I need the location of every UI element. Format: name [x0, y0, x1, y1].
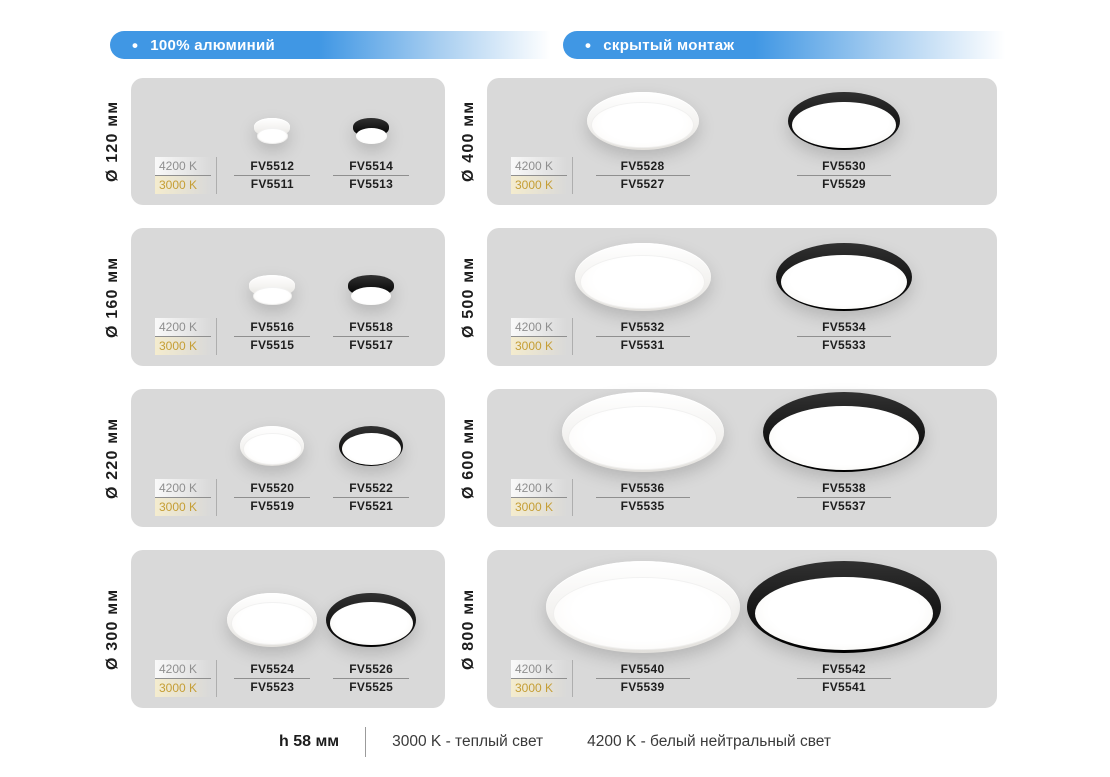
- code-3000: FV5515: [250, 338, 295, 352]
- diameter-label: Ø 600 мм: [460, 417, 477, 499]
- code-4200: FV5536: [620, 481, 665, 495]
- code-4200: FV5532: [620, 320, 665, 334]
- lamp-black-image: [348, 275, 394, 305]
- product-black: [763, 392, 925, 515]
- diameter-label: Ø 500 мм: [460, 256, 477, 338]
- product-codes: [596, 661, 690, 696]
- code-4200: FV5542: [822, 662, 866, 676]
- product-codes: [797, 319, 891, 354]
- lamp-diffuser: [253, 287, 293, 305]
- product-codes: [797, 158, 891, 193]
- banner-label: 100% алюминий: [150, 36, 276, 54]
- footer-divider: [365, 727, 366, 757]
- product-codes: [333, 661, 409, 696]
- temp-3000-label: 3000 K: [155, 497, 211, 516]
- product-codes: [333, 158, 409, 193]
- product-codes: [333, 480, 409, 515]
- color-temp-legend: [511, 157, 573, 194]
- code-3000: FV5513: [349, 177, 394, 191]
- card-panel: [131, 78, 445, 205]
- diameter-label: Ø 300 мм: [104, 588, 121, 670]
- card-panel: [131, 228, 445, 366]
- temp-3000-label: 3000 K: [155, 678, 211, 697]
- product-codes: [596, 480, 690, 515]
- product-black: [747, 561, 941, 696]
- lamp-diffuser: [769, 406, 918, 470]
- temp-3000-label: 3000 K: [155, 336, 211, 355]
- temp-3000-label: 3000 K: [511, 336, 567, 355]
- lamp-diffuser: [568, 406, 717, 470]
- code-3000: FV5525: [349, 680, 394, 694]
- code-3000: FV5529: [822, 177, 866, 191]
- code-3000: FV5521: [349, 499, 394, 513]
- product-card-300mm: [95, 550, 445, 708]
- code-4200: FV5528: [620, 159, 665, 173]
- lamp-diffuser: [580, 255, 705, 309]
- product-codes: [596, 158, 690, 193]
- code-4200: FV5530: [822, 159, 866, 173]
- code-4200: FV5520: [250, 481, 295, 495]
- diameter-label: Ø 120 мм: [104, 100, 121, 183]
- lamp-diffuser: [342, 433, 401, 465]
- footer: [0, 727, 1110, 757]
- card-panel: [487, 550, 997, 708]
- color-temp-legend: [155, 660, 217, 697]
- product-codes: [234, 158, 310, 193]
- code-3000: FV5511: [250, 177, 294, 191]
- code-3000: FV5527: [620, 177, 665, 191]
- lamp-white-image: [562, 392, 724, 472]
- code-4200: FV5518: [349, 320, 394, 334]
- temp-4200-label: 4200 K: [155, 479, 211, 497]
- feature-banner-aluminium: [110, 31, 564, 59]
- product-codes: [333, 319, 409, 354]
- lamp-white-image: [254, 118, 290, 144]
- lamp-black-image: [339, 426, 403, 466]
- lamp-diffuser: [351, 287, 391, 305]
- product-codes: [234, 319, 310, 354]
- product-white: [575, 243, 711, 354]
- temp-3000-label: 3000 K: [511, 678, 567, 697]
- lamp-diffuser: [257, 128, 288, 144]
- temp-4200-label: 4200 K: [511, 660, 567, 678]
- diameter-label: Ø 800 мм: [460, 588, 477, 670]
- card-panel: [487, 78, 997, 205]
- temp-4200-label: 4200 K: [155, 660, 211, 678]
- product-white: [562, 392, 724, 515]
- diameter-label: Ø 220 мм: [104, 417, 121, 499]
- lamp-black-image: [763, 392, 925, 472]
- color-temp-legend: [511, 318, 573, 355]
- temp-3000-label: 3000 K: [511, 175, 567, 194]
- product-card-500mm: [451, 228, 997, 366]
- product-card-400mm: [451, 78, 997, 205]
- code-3000: FV5533: [822, 338, 866, 352]
- code-4200: FV5538: [822, 481, 866, 495]
- lamp-white-image: [546, 561, 740, 653]
- temp-4200-label: 4200 K: [511, 479, 567, 497]
- code-3000: FV5519: [250, 499, 295, 513]
- bullet-icon: •: [132, 35, 139, 55]
- lamp-black-image: [776, 243, 912, 311]
- product-card-160mm: [95, 228, 445, 366]
- legend-4200: 4200 K - белый нейтральный свет: [587, 733, 831, 750]
- product-codes: [797, 661, 891, 696]
- product-black: [776, 243, 912, 354]
- temp-4200-label: 4200 K: [155, 157, 211, 175]
- color-temp-legend: [155, 318, 217, 355]
- lamp-diffuser: [755, 577, 934, 651]
- code-3000: FV5537: [822, 499, 866, 513]
- lamp-diffuser: [243, 433, 302, 465]
- code-4200: FV5512: [250, 159, 295, 173]
- product-card-220mm: [95, 389, 445, 527]
- code-4200: FV5516: [250, 320, 295, 334]
- product-black: [333, 118, 409, 193]
- height-label: h 58 мм: [279, 733, 340, 750]
- code-4200: FV5524: [250, 662, 295, 676]
- code-4200: FV5514: [349, 159, 394, 173]
- product-white: [234, 275, 310, 354]
- product-codes: [596, 319, 690, 354]
- temp-4200-label: 4200 K: [155, 318, 211, 336]
- lamp-diffuser: [792, 102, 895, 148]
- code-3000: FV5541: [822, 680, 866, 694]
- card-panel: [131, 550, 445, 708]
- product-card-600mm: [451, 389, 997, 527]
- lamp-black-image: [326, 593, 416, 647]
- lamp-white-image: [575, 243, 711, 311]
- code-3000: FV5523: [250, 680, 295, 694]
- feature-banner-mounting: [563, 31, 1019, 59]
- product-white: [234, 118, 310, 193]
- diameter-label: Ø 160 мм: [104, 256, 121, 338]
- product-codes: [234, 661, 310, 696]
- lamp-black-image: [788, 92, 900, 150]
- color-temp-legend: [155, 479, 217, 516]
- lamp-white-image: [227, 593, 317, 647]
- temp-4200-label: 4200 K: [511, 157, 567, 175]
- code-4200: FV5522: [349, 481, 394, 495]
- product-codes: [797, 480, 891, 515]
- code-4200: FV5540: [620, 662, 665, 676]
- code-3000: FV5517: [349, 338, 394, 352]
- product-white: [587, 92, 699, 193]
- product-black: [333, 426, 409, 515]
- product-card-120mm: [95, 78, 445, 205]
- lamp-black-image: [747, 561, 941, 653]
- diameter-label: Ø 400 мм: [460, 100, 477, 183]
- bullet-icon: •: [585, 35, 592, 55]
- temp-legend: [392, 733, 831, 751]
- product-white: [227, 593, 317, 696]
- product-black: [333, 275, 409, 354]
- product-black: [788, 92, 900, 193]
- lamp-diffuser: [781, 255, 906, 309]
- card-panel: [487, 389, 997, 527]
- lamp-white-image: [587, 92, 699, 150]
- banner-label: скрытый монтаж: [603, 36, 735, 54]
- product-codes: [234, 480, 310, 515]
- code-3000: FV5535: [620, 499, 665, 513]
- lamp-white-image: [240, 426, 304, 466]
- temp-3000-label: 3000 K: [155, 175, 211, 194]
- product-white: [234, 426, 310, 515]
- color-temp-legend: [155, 157, 217, 194]
- temp-3000-label: 3000 K: [511, 497, 567, 516]
- code-3000: FV5531: [620, 338, 665, 352]
- code-3000: FV5539: [620, 680, 665, 694]
- legend-3000: 3000 K - теплый свет: [392, 733, 544, 750]
- card-panel: [131, 389, 445, 527]
- product-card-800mm: [451, 550, 997, 708]
- lamp-white-image: [249, 275, 295, 305]
- product-black: [326, 593, 416, 696]
- card-panel: [487, 228, 997, 366]
- lamp-diffuser: [591, 102, 694, 148]
- code-4200: FV5526: [349, 662, 394, 676]
- code-4200: FV5534: [822, 320, 866, 334]
- temp-4200-label: 4200 K: [511, 318, 567, 336]
- lamp-diffuser: [553, 577, 732, 651]
- lamp-black-image: [353, 118, 389, 144]
- product-white: [546, 561, 740, 696]
- lamp-diffuser: [356, 128, 387, 144]
